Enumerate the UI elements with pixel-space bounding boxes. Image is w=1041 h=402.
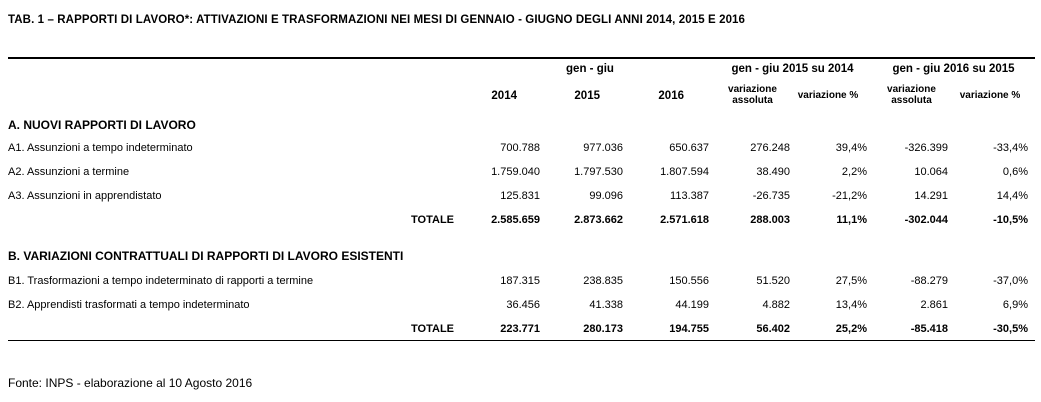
top-rule (8, 57, 1035, 59)
bottom-rule (8, 340, 1035, 341)
cell-2015: 977.036 (583, 142, 623, 154)
row-label: B1. Trasformazioni a tempo indeterminato di rapporti a termine (8, 275, 314, 287)
cell-var-pct-1: 25,2% (835, 323, 867, 335)
cell-var-pct-2: -30,5% (993, 323, 1028, 335)
source-note: Fonte: INPS - elaborazione al 10 Agosto 2016 (8, 376, 253, 390)
header-var-pct-2: variazione % (959, 90, 1021, 101)
header-var-abs-1-line1: variazione (728, 84, 777, 95)
cell-2015: 41.338 (589, 299, 623, 311)
header-var-abs-2-line1: variazione (887, 84, 936, 95)
cell-var-abs-1: 51.520 (756, 275, 790, 287)
row-label: A1. Assunzioni a tempo indeterminato (8, 142, 193, 154)
header-group-2016-vs-2015: gen - giu 2016 su 2015 (892, 63, 1015, 75)
header-year-2015: 2015 (574, 90, 600, 102)
cell-var-abs-1: 4.882 (762, 299, 790, 311)
header-year-2016: 2016 (658, 90, 684, 102)
cell-var-abs-2: 10.064 (914, 166, 948, 178)
cell-var-pct-2: 0,6% (1002, 166, 1028, 178)
section-b-title: B. VARIAZIONI CONTRATTUALI DI RAPPORTI DI LAVORO ESISTENTI (8, 249, 404, 263)
cell-var-abs-1: 56.402 (756, 323, 790, 335)
cell-2016: 2.571.618 (660, 214, 709, 226)
cell-2014: 2.585.659 (491, 214, 540, 226)
header-var-abs-1 (715, 85, 790, 106)
total-label: TOTALE (411, 214, 454, 226)
row-label: B2. Apprendisti trasformati a tempo indeterminato (8, 299, 250, 311)
cell-var-abs-2: -88.279 (910, 275, 948, 287)
header-var-pct-1: variazione % (797, 90, 859, 101)
cell-2015: 2.873.662 (574, 214, 623, 226)
cell-2015: 1.797.530 (574, 166, 623, 178)
cell-2016: 150.556 (669, 275, 709, 287)
cell-var-abs-1: -26.735 (752, 190, 790, 202)
cell-2014: 125.831 (500, 190, 540, 202)
cell-var-pct-2: -10,5% (993, 214, 1028, 226)
header-year-2014: 2014 (491, 90, 517, 102)
cell-var-pct-2: -33,4% (993, 142, 1028, 154)
cell-2014: 1.759.040 (491, 166, 540, 178)
cell-var-abs-2: -302.044 (904, 214, 948, 226)
header-var-abs-2 (874, 85, 949, 106)
section-a-title: A. NUOVI RAPPORTI DI LAVORO (8, 118, 196, 132)
cell-2016: 113.387 (670, 190, 709, 202)
header-var-abs-1-line2: assoluta (732, 94, 773, 106)
cell-var-abs-1: 288.003 (750, 214, 790, 226)
header-group-2015-vs-2014: gen - giu 2015 su 2014 (731, 63, 854, 75)
row-label: A3. Assunzioni in apprendistato (8, 190, 162, 202)
cell-var-pct-1: 13,4% (835, 299, 867, 311)
cell-var-abs-2: -85.418 (910, 323, 948, 335)
cell-var-abs-2: -326.399 (904, 142, 948, 154)
row-label: A2. Assunzioni a termine (8, 166, 130, 178)
cell-var-pct-1: 39,4% (835, 142, 867, 154)
cell-var-pct-1: 27,5% (835, 275, 867, 287)
cell-var-abs-1: 276.248 (750, 142, 790, 154)
cell-var-abs-2: 14.291 (914, 190, 948, 202)
cell-var-pct-2: 6,9% (1002, 299, 1028, 311)
cell-var-pct-1: -21,2% (832, 190, 867, 202)
cell-var-pct-2: 14,4% (996, 190, 1028, 202)
cell-2016: 1.807.594 (660, 166, 709, 178)
cell-var-pct-1: 2,2% (841, 166, 867, 178)
cell-2015: 280.173 (583, 323, 623, 335)
total-label: TOTALE (411, 323, 454, 335)
cell-2014: 36.456 (506, 299, 540, 311)
cell-2014: 187.315 (500, 275, 540, 287)
cell-2015: 99.096 (589, 190, 623, 202)
cell-var-pct-2: -37,0% (993, 275, 1028, 287)
cell-2014: 700.788 (500, 142, 540, 154)
cell-var-abs-1: 38.490 (756, 166, 790, 178)
header-var-abs-2-line2: assoluta (891, 94, 932, 106)
cell-2014: 223.771 (500, 323, 540, 335)
cell-2015: 238.835 (583, 275, 623, 287)
table-title: TAB. 1 – RAPPORTI DI LAVORO*: ATTIVAZIONI E TRASFORMAZIONI NEI MESI DI GENNAIO - GIUGNO DEGLI ANNI 2014, 2015 E 2016 (8, 14, 746, 26)
cell-2016: 44.199 (675, 299, 709, 311)
cell-var-pct-1: 11,1% (836, 214, 867, 226)
cell-2016: 650.637 (669, 142, 709, 154)
cell-2016: 194.755 (669, 323, 709, 335)
cell-var-abs-2: 2.861 (920, 299, 948, 311)
header-group-years: gen - giu (566, 63, 614, 75)
